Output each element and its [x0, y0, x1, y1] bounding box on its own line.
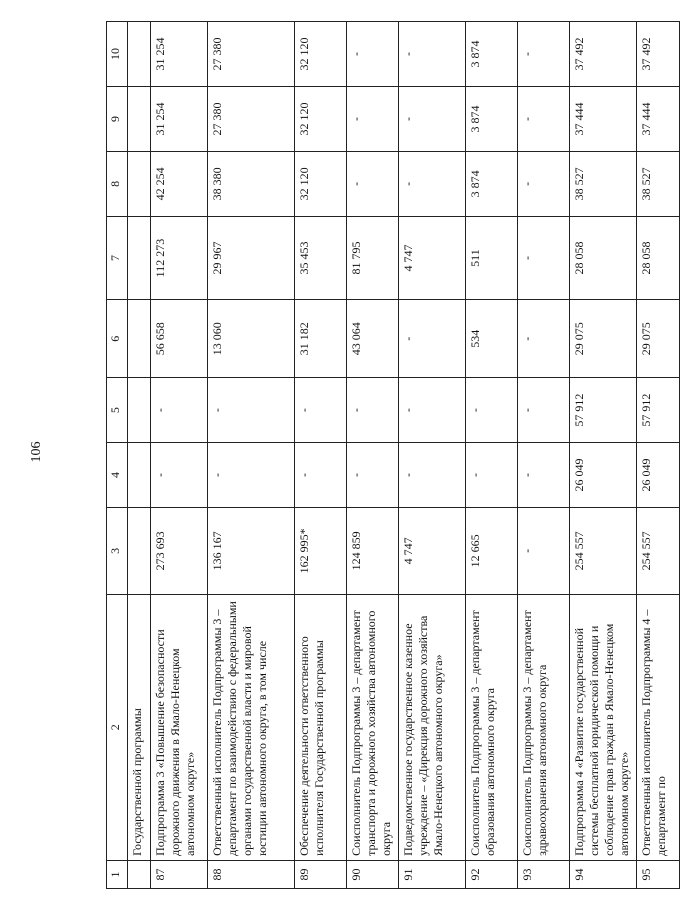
value-cell: 273 693	[151, 508, 208, 595]
value-cell: 32 120	[295, 151, 347, 216]
value-cell: -	[399, 300, 466, 378]
value-cell: 42 254	[151, 151, 208, 216]
value-cell: 56 658	[151, 300, 208, 378]
value-cell: 37 444	[570, 87, 637, 152]
value-cell: 162 995*	[295, 508, 347, 595]
value-cell: -	[208, 378, 295, 443]
row-name-cell: Соисполнитель Подпрограммы 3 – департамент транспорта и дорожного хозяйства автономного округа	[347, 594, 399, 860]
value-cell: -	[151, 443, 208, 508]
value-cell: -	[399, 378, 466, 443]
table-row	[570, 22, 637, 889]
continuation-text: Государственной программы	[128, 594, 151, 860]
value-cell: 13 060	[208, 300, 295, 378]
row-number-cell: 90	[347, 860, 399, 888]
value-cell: 254 557	[570, 508, 637, 595]
value-cell	[128, 151, 151, 216]
row-number-cell: 95	[637, 860, 680, 888]
value-cell: -	[518, 216, 570, 299]
row-name-cell: Соисполнитель Подпрограммы 3 – департамент здравоохранения автономного округа	[518, 594, 570, 860]
value-cell	[128, 443, 151, 508]
header-cell: 5	[107, 378, 128, 443]
value-cell: 3 874	[466, 87, 518, 152]
value-cell: 3 874	[466, 151, 518, 216]
row-number-cell: 87	[151, 860, 208, 888]
value-cell	[128, 22, 151, 87]
row-number-cell: 93	[518, 860, 570, 888]
value-cell: -	[208, 443, 295, 508]
value-cell: 37 492	[637, 22, 680, 87]
value-cell	[128, 378, 151, 443]
continuation-row	[128, 22, 151, 889]
value-cell: 31 182	[295, 300, 347, 378]
value-cell: -	[347, 22, 399, 87]
value-cell: 3 874	[466, 22, 518, 87]
value-cell: 32 120	[295, 22, 347, 87]
value-cell: -	[347, 87, 399, 152]
value-cell: -	[295, 378, 347, 443]
value-cell: 4 747	[399, 508, 466, 595]
value-cell: 29 075	[570, 300, 637, 378]
header-cell: 2	[107, 594, 128, 860]
value-cell: -	[151, 378, 208, 443]
table-row	[399, 22, 466, 889]
row-name-cell: Обеспечение деятельности ответственного исполнителя Государственной программы	[295, 594, 347, 860]
value-cell: -	[399, 443, 466, 508]
value-cell: 81 795	[347, 216, 399, 299]
value-cell: -	[295, 443, 347, 508]
budget-table	[106, 21, 680, 889]
value-cell: -	[518, 22, 570, 87]
value-cell: 26 049	[637, 443, 680, 508]
table-row	[295, 22, 347, 889]
row-name-cell: Соисполнитель Подпрограммы 3 – департамент образования автономного округа	[466, 594, 518, 860]
row-number-cell: 92	[466, 860, 518, 888]
table-row	[151, 22, 208, 889]
value-cell: 254 557	[637, 508, 680, 595]
value-cell	[128, 87, 151, 152]
page-number: 106	[29, 441, 44, 463]
table-row	[466, 22, 518, 889]
value-cell: 26 049	[570, 443, 637, 508]
table-row	[208, 22, 295, 889]
value-cell: 38 527	[637, 151, 680, 216]
row-number-cell: 91	[399, 860, 466, 888]
value-cell: 12 665	[466, 508, 518, 595]
value-cell: 43 064	[347, 300, 399, 378]
value-cell: -	[347, 151, 399, 216]
value-cell: -	[518, 300, 570, 378]
header-cell: 6	[107, 300, 128, 378]
value-cell: 32 120	[295, 87, 347, 152]
value-cell: 29 967	[208, 216, 295, 299]
value-cell: 38 527	[570, 151, 637, 216]
table-row	[637, 22, 680, 889]
value-cell: 27 380	[208, 87, 295, 152]
value-cell: 511	[466, 216, 518, 299]
table-row	[347, 22, 399, 889]
rotated-table-wrapper	[106, 21, 668, 889]
row-name-cell: Ответственный исполнитель Подпрограммы 3 – департамент по взаимодействию с федеральными органами государственной власти и мировой юстиции автономного округа, в том числе	[208, 594, 295, 860]
row-number-cell: 89	[295, 860, 347, 888]
value-cell: 4 747	[399, 216, 466, 299]
value-cell: -	[518, 151, 570, 216]
header-cell: 3	[107, 508, 128, 595]
value-cell: 29 075	[637, 300, 680, 378]
row-number-cell: 88	[208, 860, 295, 888]
value-cell: 31 254	[151, 87, 208, 152]
value-cell	[128, 300, 151, 378]
value-cell: -	[399, 151, 466, 216]
row-number-cell	[128, 860, 151, 888]
value-cell: 31 254	[151, 22, 208, 87]
value-cell: -	[399, 22, 466, 87]
row-name-cell: Ответственный исполнитель Подпрограммы 4 – департамент по	[637, 594, 680, 860]
value-cell: 112 273	[151, 216, 208, 299]
value-cell: -	[518, 378, 570, 443]
value-cell: 35 453	[295, 216, 347, 299]
table-body	[151, 22, 680, 889]
table-row	[518, 22, 570, 889]
value-cell: -	[518, 443, 570, 508]
value-cell: -	[347, 378, 399, 443]
value-cell: 136 167	[208, 508, 295, 595]
value-cell: -	[347, 443, 399, 508]
header-cell: 10	[107, 22, 128, 87]
value-cell: 37 492	[570, 22, 637, 87]
value-cell: 38 380	[208, 151, 295, 216]
value-cell: 57 912	[637, 378, 680, 443]
value-cell: 28 058	[570, 216, 637, 299]
value-cell: 37 444	[637, 87, 680, 152]
value-cell	[128, 216, 151, 299]
header-cell: 9	[107, 87, 128, 152]
row-name-cell: Подведомственное государственное казенное учреждение – «Дирекция дорожного хозяйства Ямало-Ненецкого автономного округа»	[399, 594, 466, 860]
header-cell: 7	[107, 216, 128, 299]
value-cell: 124 859	[347, 508, 399, 595]
value-cell: 57 912	[570, 378, 637, 443]
value-cell: -	[518, 87, 570, 152]
value-cell: -	[399, 87, 466, 152]
value-cell: 534	[466, 300, 518, 378]
header-cell: 8	[107, 151, 128, 216]
row-number-cell: 94	[570, 860, 637, 888]
row-name-cell: Подпрограмма 4 «Развитие государственной системы бесплатной юридической помощи и соблюдение прав граждан в Ямало-Ненецком автономном округе»	[570, 594, 637, 860]
header-row	[107, 22, 128, 889]
value-cell: 28 058	[637, 216, 680, 299]
value-cell: -	[466, 443, 518, 508]
value-cell: -	[466, 378, 518, 443]
header-cell: 4	[107, 443, 128, 508]
header-cell: 1	[107, 860, 128, 888]
row-name-cell: Подпрограмма 3 «Повышение безопасности дорожного движения в Ямало-Ненецком автономном округе»	[151, 594, 208, 860]
value-cell: -	[518, 508, 570, 595]
value-cell: 27 380	[208, 22, 295, 87]
value-cell	[128, 508, 151, 595]
